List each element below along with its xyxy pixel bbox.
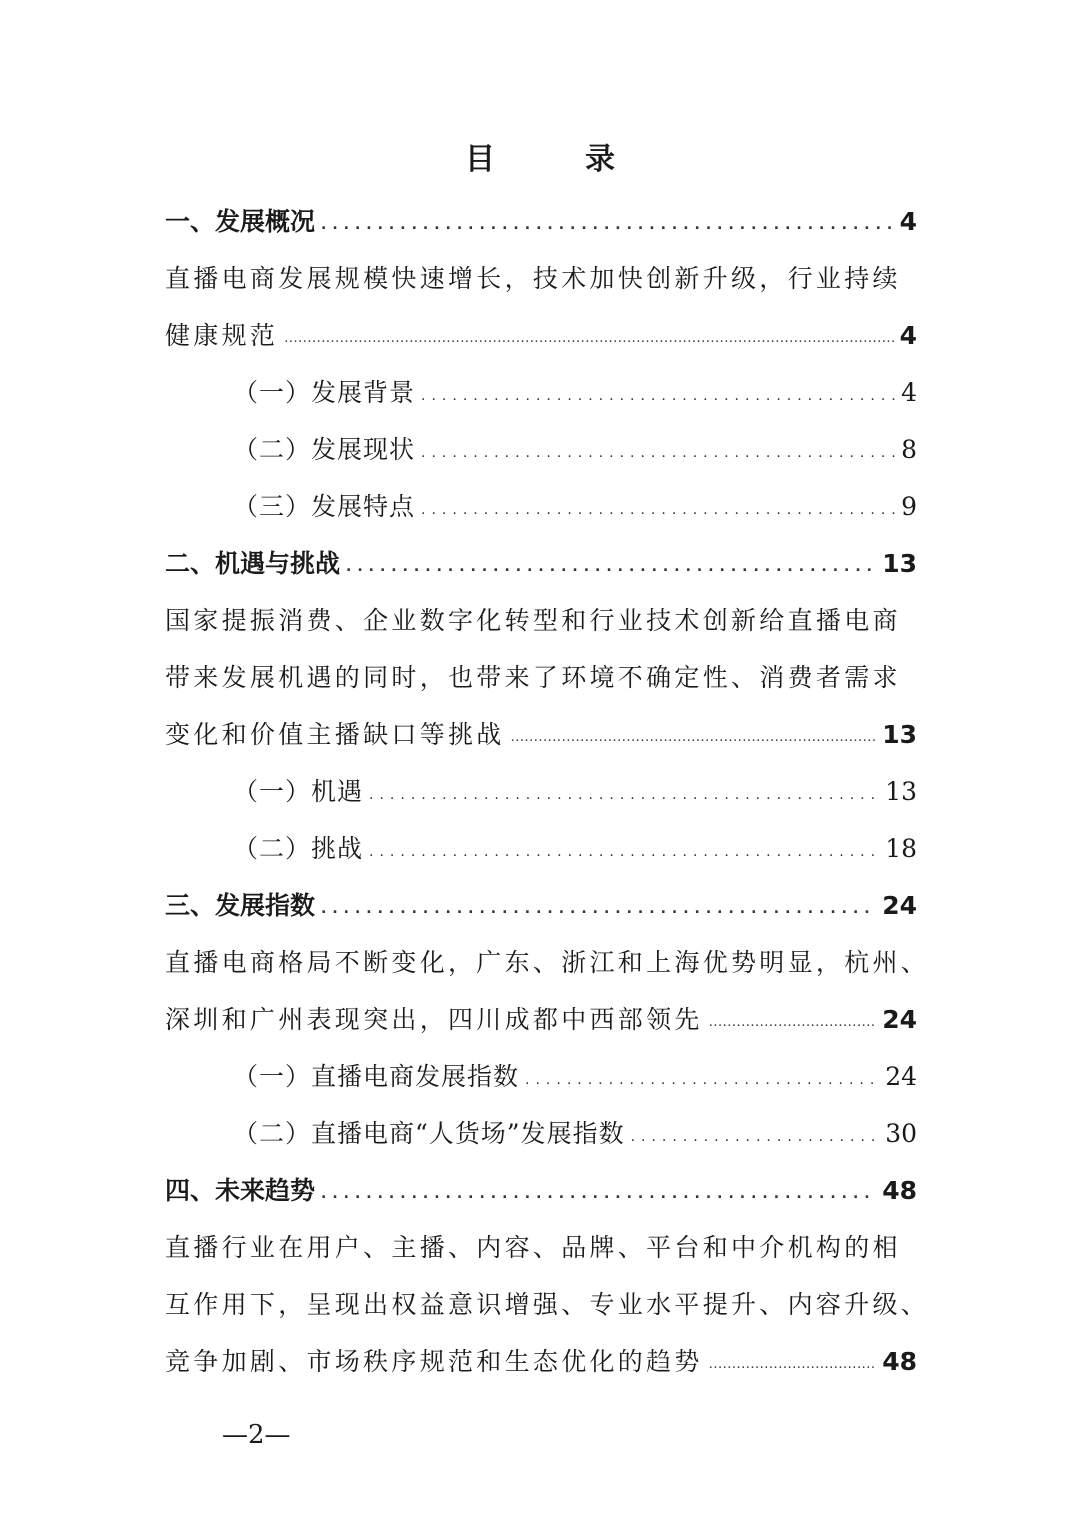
toc-page-number: 48 [882,1347,917,1376]
dot-leader [421,503,895,517]
toc-page-number: 4 [901,378,917,407]
toc-entry [165,418,917,475]
dot-leader [421,446,895,460]
toc-entry [165,1330,917,1387]
toc-entry [165,304,917,361]
toc-entry-text: 直播电商格局不断变化，广东、浙江和上海优势明显，杭州、 [165,948,930,977]
toc-entry [165,475,917,532]
toc-entry-text: （一）直播电商发展指数 [233,1062,520,1091]
toc-entry [165,817,917,874]
toc-entry [165,532,917,589]
toc-entry-text: （二）直播电商“人货场”发展指数 [233,1119,625,1148]
dot-leader [525,1073,879,1087]
toc-page-number: 24 [882,891,917,920]
toc-entry-text: 国家提振消费、企业数字化转型和行业技术创新给直播电商 [165,606,901,635]
toc-page-number: 9 [901,492,917,521]
dot-leader [346,560,876,574]
dot-leader [321,1187,876,1201]
dot-leader [631,1130,880,1144]
toc-entry-text: 二、机遇与挑战 [165,549,341,578]
toc-entry [165,1045,917,1102]
dot-leader [709,1358,877,1372]
toc-entry-text: （一）发展背景 [233,378,416,407]
toc-entry [165,1159,917,1216]
toc-entry [165,760,917,817]
toc-entry-text: 直播行业在用户、主播、内容、品牌、平台和中介机构的相 [165,1233,901,1262]
toc-entry-text: （三）发展特点 [233,492,416,521]
toc-entry [165,1273,930,1330]
toc-entry [165,190,917,247]
toc-page-number: 13 [882,720,917,749]
toc-page-number: 13 [882,549,917,578]
toc-page-number: 18 [885,834,917,863]
toc-entry [165,874,917,931]
dot-leader [369,788,879,802]
toc-page-number: 24 [885,1062,917,1091]
toc-page-number: 4 [899,321,917,350]
toc-entry-text: 竞争加剧、市场秩序规范和生态优化的趋势 [165,1347,703,1376]
table-of-contents [165,190,930,1387]
toc-entry-text: 直播电商发展规模快速增长，技术加快创新升级，行业持续 [165,264,901,293]
dot-leader [321,218,894,232]
toc-entry-text: （一）机遇 [233,777,364,806]
toc-page-number: 4 [899,207,917,236]
toc-entry [165,247,917,304]
toc-entry [165,646,917,703]
toc-page-number: 13 [885,777,917,806]
toc-entry [165,931,930,988]
dot-leader [284,332,893,346]
toc-entry [165,1216,917,1273]
toc-entry-text: 四、未来趋势 [165,1176,316,1205]
toc-entry [165,703,917,760]
dot-leader [321,902,876,916]
toc-entry-text: 健康规范 [165,321,279,350]
toc-entry [165,988,917,1045]
toc-title: 目 录 [465,142,645,177]
toc-entry-text: （二）发展现状 [233,435,416,464]
toc-entry-text: 变化和价值主播缺口等挑战 [165,720,505,749]
toc-entry-text: 一、发展概况 [165,207,316,236]
page-number-footer: —2— [222,1420,291,1450]
toc-entry-text: 带来发展机遇的同时，也带来了环境不确定性、消费者需求 [165,663,901,692]
toc-entry-text: （二）挑战 [233,834,364,863]
toc-entry-text: 深圳和广州表现突出，四川成都中西部领先 [165,1005,703,1034]
toc-entry [165,589,917,646]
toc-entry [165,361,917,418]
toc-page-number: 8 [901,435,917,464]
toc-page-number: 48 [882,1176,917,1205]
toc-page-number: 24 [882,1005,917,1034]
dot-leader [421,389,895,403]
toc-page-number: 30 [885,1119,917,1148]
toc-entry-text: 三、发展指数 [165,891,316,920]
dot-leader [369,845,879,859]
dot-leader [511,731,877,745]
dot-leader [709,1016,877,1030]
toc-entry [165,1102,917,1159]
toc-entry-text: 互作用下，呈现出权益意识增强、专业水平提升、内容升级、 [165,1290,930,1319]
